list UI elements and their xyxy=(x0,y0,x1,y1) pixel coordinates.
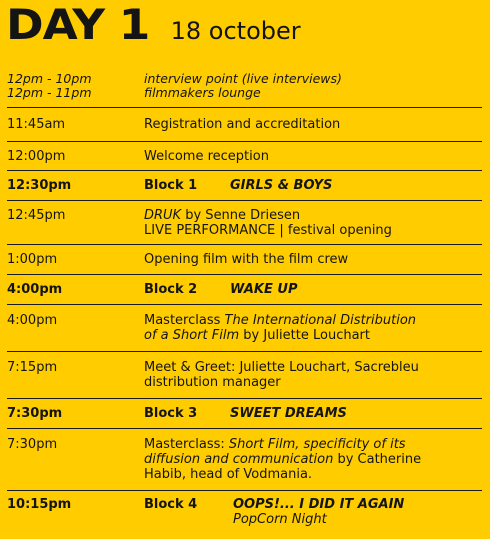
row-time: 7:15pm xyxy=(7,360,58,375)
schedule-row xyxy=(7,275,482,304)
row-time: 7:30pm xyxy=(7,437,58,452)
schedule-row xyxy=(7,429,482,490)
row-time: 4:00pm xyxy=(7,282,63,297)
row-time: 7:30pm xyxy=(7,406,63,421)
row-time: 1:00pm xyxy=(7,252,58,267)
block-title-group xyxy=(233,497,404,527)
intro-times xyxy=(7,72,482,100)
schedule-row xyxy=(7,491,482,531)
block-title: SWEET DREAMS xyxy=(230,406,347,421)
schedule-row xyxy=(7,201,482,244)
film-director: by Senne Driesen xyxy=(185,208,301,223)
schedule-table xyxy=(7,107,482,531)
block-number: Block 3 xyxy=(144,406,198,421)
row-time: 12:00pm xyxy=(7,148,66,164)
schedule-row xyxy=(7,245,482,274)
row-desc-line2: distribution manager xyxy=(144,375,281,390)
intro-row xyxy=(7,86,482,100)
intro-row xyxy=(7,72,482,86)
block-number: Block 1 xyxy=(144,178,198,193)
date-label: 18 october xyxy=(170,17,301,45)
row-block xyxy=(144,282,482,297)
intro-desc: filmmakers lounge xyxy=(144,85,261,100)
masterclass-speaker: by Catherine xyxy=(337,452,422,467)
intro-desc: interview point (live interviews) xyxy=(144,71,342,86)
masterclass-title: The International Distribution xyxy=(224,313,417,328)
masterclass-title: Short Film, specificity of its xyxy=(228,437,406,452)
schedule-row xyxy=(7,171,482,200)
film-title: DRUK xyxy=(144,208,182,223)
row-block xyxy=(144,497,482,531)
row-desc-line1: Meet & Greet: Juliette Louchart, Sacrebleu xyxy=(144,360,419,375)
row-time: 11:45am xyxy=(7,117,66,132)
block-subtitle: PopCorn Night xyxy=(233,512,327,527)
masterclass-label: Masterclass: xyxy=(144,437,225,452)
row-desc xyxy=(144,313,482,351)
schedule-row xyxy=(7,305,482,351)
block-title: GIRLS & BOYS xyxy=(230,178,333,193)
header xyxy=(6,2,301,52)
masterclass-label: Masterclass xyxy=(144,313,221,328)
row-block xyxy=(144,178,482,193)
schedule-row xyxy=(7,142,482,170)
schedule-row xyxy=(7,108,482,141)
row-desc: Registration and accreditation xyxy=(144,117,341,132)
day-title: DAY 1 xyxy=(6,0,150,49)
row-desc xyxy=(144,208,482,244)
row-time: 10:15pm xyxy=(7,497,72,512)
row-desc: Opening film with the film crew xyxy=(144,252,349,267)
masterclass-title-2: diffusion and communication xyxy=(144,452,334,467)
masterclass-speaker: by Juliette Louchart xyxy=(243,328,370,343)
row-time: 12:45pm xyxy=(7,208,66,223)
row-block xyxy=(144,406,482,421)
schedule-row xyxy=(7,352,482,398)
block-title: WAKE UP xyxy=(230,282,298,297)
row-time: 12:30pm xyxy=(7,178,72,193)
masterclass-speaker-role: Habib, head of Vodmania. xyxy=(144,467,313,482)
row-desc-line2: LIVE PERFORMANCE | festival opening xyxy=(144,223,392,238)
row-desc: Welcome reception xyxy=(144,148,269,164)
intro-time: 12pm - 11pm xyxy=(7,85,92,100)
row-desc xyxy=(144,437,482,490)
row-desc xyxy=(144,360,482,398)
row-time: 4:00pm xyxy=(7,313,58,328)
block-title: OOPS!... I DID IT AGAIN xyxy=(233,497,405,512)
masterclass-title-2: of a Short Film xyxy=(144,328,240,343)
block-number: Block 2 xyxy=(144,282,198,297)
schedule-row xyxy=(7,399,482,428)
block-number: Block 4 xyxy=(144,497,198,512)
intro-time: 12pm - 10pm xyxy=(7,71,92,86)
